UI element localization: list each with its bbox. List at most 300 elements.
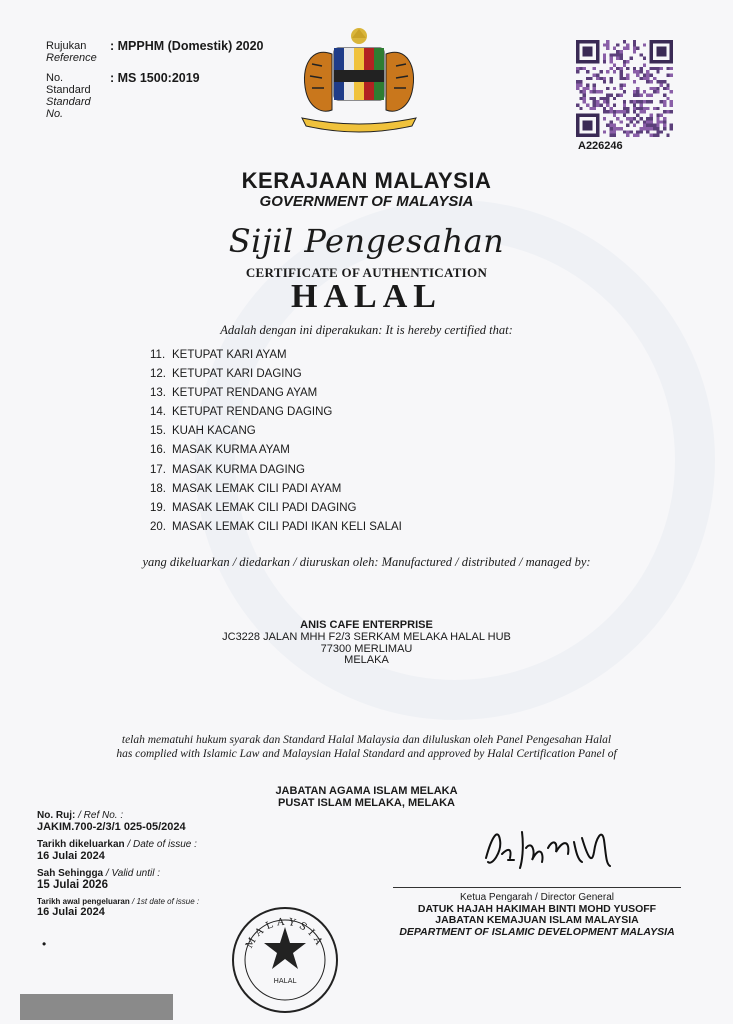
- qr-module: [663, 117, 666, 120]
- qr-module: [646, 124, 649, 127]
- qr-finder-module: [583, 53, 586, 56]
- qr-module: [640, 94, 643, 97]
- qr-module: [670, 67, 673, 70]
- qr-module: [646, 80, 649, 83]
- qr-module: [609, 67, 612, 70]
- qr-module: [613, 130, 616, 133]
- list-item: 16. MASAK KURMA AYAM: [150, 444, 290, 457]
- government-title-ms: KERAJAAN MALAYSIA: [241, 168, 492, 193]
- qr-module: [623, 47, 626, 50]
- qr-module: [576, 70, 579, 73]
- qr-module: [619, 120, 622, 123]
- authority-line-2: PUSAT ISLAM MELAKA, MELAKA: [277, 797, 455, 809]
- qr-finder-module: [576, 53, 579, 56]
- qr-finder-module: [650, 60, 653, 63]
- qr-module: [589, 77, 592, 80]
- qr-module: [670, 127, 673, 130]
- qr-module: [633, 94, 636, 97]
- qr-module: [613, 114, 616, 117]
- qr-finder-module: [576, 134, 579, 137]
- list-item: 15. KUAH KACANG: [150, 425, 256, 438]
- reference-row: [46, 40, 264, 64]
- qr-finder-module: [650, 43, 653, 46]
- qr-module: [603, 97, 606, 100]
- qr-module: [613, 70, 616, 73]
- qr-module: [599, 104, 602, 107]
- qr-module: [579, 90, 582, 93]
- qr-finder-module: [589, 50, 592, 53]
- qr-module: [583, 97, 586, 100]
- qr-module: [643, 63, 646, 66]
- qr-finder-module: [586, 60, 589, 63]
- qr-finder-module: [670, 47, 673, 50]
- qr-finder-module: [586, 134, 589, 137]
- qr-finder-module: [586, 114, 589, 117]
- qr-finder-module: [596, 40, 599, 43]
- certificate-title-en: CERTIFICATE OF AUTHENTICATION: [245, 265, 488, 280]
- qr-module: [636, 47, 639, 50]
- standard-value: : MS 1500:2019: [110, 71, 200, 85]
- qr-module: [606, 110, 609, 113]
- qr-module: [660, 83, 663, 86]
- qr-module: [609, 110, 612, 113]
- qr-finder-module: [653, 60, 656, 63]
- qr-finder-module: [576, 60, 579, 63]
- qr-module: [633, 47, 636, 50]
- qr-finder-module: [579, 114, 582, 117]
- qr-module: [653, 67, 656, 70]
- qr-module: [606, 124, 609, 127]
- qr-module: [630, 117, 633, 120]
- qr-finder-module: [576, 50, 579, 53]
- qr-finder-module: [576, 40, 579, 43]
- qr-module: [633, 80, 636, 83]
- qr-module: [633, 50, 636, 53]
- halal-logo-icon: [230, 905, 340, 1015]
- ref-label-en: / Ref No. :: [75, 810, 124, 821]
- qr-module: [646, 73, 649, 76]
- qr-module: [656, 124, 659, 127]
- list-item: 14. KETUPAT RENDANG DAGING: [150, 406, 333, 419]
- qr-module: [633, 107, 636, 110]
- qr-finder-module: [656, 40, 659, 43]
- qr-module: [636, 94, 639, 97]
- certificate-serial: A226246: [578, 140, 623, 152]
- qr-finder-module: [589, 53, 592, 56]
- qr-finder-module: [589, 40, 592, 43]
- qr-finder-module: [589, 60, 592, 63]
- qr-module: [646, 94, 649, 97]
- logo-top-text: MALAYSIA: [244, 916, 326, 951]
- reference-label: Reference: [46, 52, 97, 64]
- qr-module: [616, 57, 619, 60]
- qr-module: [646, 100, 649, 103]
- qr-module: [606, 43, 609, 46]
- qr-module: [613, 134, 616, 137]
- qr-module: [619, 87, 622, 90]
- first-date-of-issue: 16 Julai 2024: [37, 906, 105, 918]
- qr-module: [656, 80, 659, 83]
- qr-module: [640, 100, 643, 103]
- qr-module: [653, 124, 656, 127]
- qr-module: [666, 83, 669, 86]
- qr-module: [636, 134, 639, 137]
- qr-module: [606, 97, 609, 100]
- qr-module: [650, 73, 653, 76]
- qr-finder-module: [596, 130, 599, 133]
- director-block: [393, 892, 681, 938]
- compliance-line-en: has complied with Islamic Law and Malaysian Halal Standard and approved by Halal Certification Panel of: [116, 748, 617, 760]
- qr-finder-module: [579, 134, 582, 137]
- director-name: DATUK HAJAH HAKIMAH BINTI MOHD YUSOFF: [417, 902, 657, 915]
- qr-module: [596, 73, 599, 76]
- qr-module: [606, 100, 609, 103]
- qr-finder-module: [670, 43, 673, 46]
- qr-module: [626, 73, 629, 76]
- qr-finder-module: [670, 40, 673, 43]
- qr-module: [613, 127, 616, 130]
- qr-module: [643, 43, 646, 46]
- qr-module: [640, 127, 643, 130]
- qr-finder-module: [583, 120, 586, 123]
- qr-module: [626, 47, 629, 50]
- qr-module: [616, 67, 619, 70]
- qr-module: [599, 97, 602, 100]
- qr-module: [579, 97, 582, 100]
- qr-finder-module: [586, 53, 589, 56]
- qr-module: [619, 127, 622, 130]
- qr-module: [609, 134, 612, 137]
- qr-module: [596, 100, 599, 103]
- qr-finder-module: [576, 120, 579, 123]
- ref-label-ms: No. Ruj:: [37, 810, 76, 821]
- qr-module: [633, 124, 636, 127]
- qr-module: [670, 90, 673, 93]
- qr-finder-module: [576, 130, 579, 133]
- qr-module: [636, 130, 639, 133]
- reference-value: : MPPHM (Domestik) 2020: [110, 39, 264, 53]
- qr-module: [670, 124, 673, 127]
- standard-no-label: Standard No.: [46, 96, 91, 120]
- qr-finder-module: [650, 53, 653, 56]
- qr-module: [609, 120, 612, 123]
- qr-module: [636, 107, 639, 110]
- qr-module: [650, 127, 653, 130]
- qr-module: [650, 67, 653, 70]
- qr-module: [626, 134, 629, 137]
- qr-module: [613, 104, 616, 107]
- qr-module: [656, 107, 659, 110]
- qr-module: [666, 73, 669, 76]
- qr-module: [623, 83, 626, 86]
- qr-module: [663, 87, 666, 90]
- qr-module: [596, 77, 599, 80]
- government-title-en: GOVERNMENT OF MALAYSIA: [259, 193, 474, 210]
- qr-module: [660, 130, 663, 133]
- qr-module: [596, 104, 599, 107]
- list-item: 17. MASAK KURMA DAGING: [150, 463, 305, 476]
- qr-module: [603, 57, 606, 60]
- qr-module: [606, 47, 609, 50]
- qr-module: [579, 67, 582, 70]
- qr-finder-module: [660, 40, 663, 43]
- director-dept-ms: JABATAN KEMAJUAN ISLAM MALAYSIA: [435, 914, 639, 926]
- logo-middle-text: HALAL: [273, 977, 297, 985]
- qr-finder-module: [593, 114, 596, 117]
- qr-module: [670, 110, 673, 113]
- qr-module: [653, 87, 656, 90]
- list-item: 12. KETUPAT KARI DAGING: [150, 368, 302, 381]
- qr-module: [619, 77, 622, 80]
- qr-code-icon: [576, 40, 673, 137]
- qr-module: [643, 107, 646, 110]
- qr-finder-module: [596, 57, 599, 60]
- bullet-dot: •: [42, 937, 47, 951]
- qr-module: [586, 77, 589, 80]
- address-line-2: 77300 MERLIMAU: [320, 642, 413, 655]
- qr-module: [650, 94, 653, 97]
- qr-module: [619, 70, 622, 73]
- qr-module: [663, 124, 666, 127]
- qr-module: [663, 110, 666, 113]
- qr-module: [579, 83, 582, 86]
- qr-module: [616, 53, 619, 56]
- qr-module: [593, 67, 596, 70]
- qr-module: [576, 87, 579, 90]
- redaction-bar: [20, 994, 173, 1020]
- qr-module: [633, 70, 636, 73]
- qr-module: [609, 77, 612, 80]
- halal-title: HALAL: [291, 278, 442, 315]
- qr-module: [623, 104, 626, 107]
- qr-finder-module: [596, 53, 599, 56]
- qr-finder-module: [589, 114, 592, 117]
- date-label-en: / Date of issue :: [124, 839, 197, 850]
- qr-module: [633, 67, 636, 70]
- qr-module: [646, 117, 649, 120]
- qr-module: [660, 67, 663, 70]
- qr-module: [656, 134, 659, 137]
- qr-finder-module: [663, 60, 666, 63]
- qr-module: [619, 67, 622, 70]
- qr-module: [630, 130, 633, 133]
- qr-finder-module: [663, 47, 666, 50]
- product-list: [150, 349, 402, 540]
- qr-module: [643, 90, 646, 93]
- qr-finder-module: [653, 40, 656, 43]
- qr-module: [616, 43, 619, 46]
- qr-finder-module: [663, 53, 666, 56]
- valid-label-ms: Sah Sehingga: [37, 868, 104, 879]
- qr-module: [650, 134, 653, 137]
- qr-finder-module: [650, 50, 653, 53]
- qr-module: [633, 43, 636, 46]
- qr-finder-module: [596, 50, 599, 53]
- qr-module: [626, 130, 629, 133]
- qr-module: [643, 120, 646, 123]
- qr-module: [593, 100, 596, 103]
- qr-module: [586, 104, 589, 107]
- qr-module: [603, 60, 606, 63]
- qr-finder-module: [583, 127, 586, 130]
- qr-module: [643, 127, 646, 130]
- qr-finder-module: [583, 114, 586, 117]
- qr-module: [650, 114, 653, 117]
- qr-module: [656, 130, 659, 133]
- qr-module: [603, 53, 606, 56]
- qr-module: [596, 90, 599, 93]
- qr-module: [613, 47, 616, 50]
- qr-module: [609, 80, 612, 83]
- qr-module: [646, 120, 649, 123]
- qr-finder-module: [589, 127, 592, 130]
- qr-finder-module: [583, 134, 586, 137]
- qr-finder-module: [586, 127, 589, 130]
- qr-finder-module: [586, 40, 589, 43]
- certificate-title-ms: Sijil Pengesahan: [228, 222, 505, 260]
- qr-finder-module: [583, 124, 586, 127]
- qr-module: [633, 134, 636, 137]
- address-line-3: MELAKA: [344, 654, 389, 667]
- qr-module: [616, 94, 619, 97]
- qr-module: [670, 100, 673, 103]
- qr-module: [640, 104, 643, 107]
- qr-module: [626, 107, 629, 110]
- qr-finder-module: [589, 124, 592, 127]
- qr-module: [643, 77, 646, 80]
- qr-finder-module: [650, 40, 653, 43]
- qr-module: [633, 90, 636, 93]
- qr-module: [623, 90, 626, 93]
- qr-module: [633, 40, 636, 43]
- qr-finder-module: [586, 120, 589, 123]
- qr-module: [616, 50, 619, 53]
- qr-finder-module: [670, 50, 673, 53]
- list-item: 18. MASAK LEMAK CILI PADI AYAM: [150, 482, 342, 495]
- qr-module: [619, 53, 622, 56]
- qr-module: [593, 90, 596, 93]
- qr-module: [633, 104, 636, 107]
- qr-finder-module: [650, 47, 653, 50]
- qr-finder-module: [586, 47, 589, 50]
- qr-module: [636, 120, 639, 123]
- qr-module: [653, 127, 656, 130]
- certify-statement: Adalah dengan ini diperakukan: It is hereby certified that:: [220, 323, 513, 337]
- qr-module: [630, 100, 633, 103]
- qr-module: [626, 43, 629, 46]
- qr-module: [633, 117, 636, 120]
- qr-module: [646, 107, 649, 110]
- qr-finder-module: [596, 47, 599, 50]
- qr-module: [583, 87, 586, 90]
- qr-module: [650, 117, 653, 120]
- qr-module: [613, 124, 616, 127]
- qr-module: [599, 77, 602, 80]
- qr-module: [650, 124, 653, 127]
- qr-module: [666, 67, 669, 70]
- qr-module: [640, 77, 643, 80]
- qr-module: [619, 57, 622, 60]
- qr-module: [609, 130, 612, 133]
- qr-finder-module: [666, 40, 669, 43]
- qr-module: [670, 73, 673, 76]
- qr-module: [616, 117, 619, 120]
- qr-module: [583, 94, 586, 97]
- qr-module: [643, 124, 646, 127]
- qr-finder-module: [586, 124, 589, 127]
- date-of-issue: 16 Julai 2024: [37, 850, 105, 862]
- qr-finder-module: [576, 117, 579, 120]
- qr-module: [640, 130, 643, 133]
- qr-module: [576, 67, 579, 70]
- qr-finder-module: [576, 124, 579, 127]
- compliance-statement: [0, 733, 733, 761]
- qr-module: [643, 57, 646, 60]
- qr-module: [603, 77, 606, 80]
- list-item: 11. KETUPAT KARI AYAM: [150, 349, 287, 361]
- qr-module: [640, 107, 643, 110]
- qr-module: [576, 104, 579, 107]
- manufactured-by-statement: yang dikeluarkan / diedarkan / diuruskan oleh: Manufactured / distributed / managed by:: [142, 555, 591, 569]
- qr-module: [619, 50, 622, 53]
- qr-module: [646, 70, 649, 73]
- qr-module: [663, 120, 666, 123]
- qr-module: [626, 110, 629, 113]
- qr-finder-module: [596, 134, 599, 137]
- qr-module: [643, 73, 646, 76]
- coat-of-arms-icon: [292, 26, 426, 138]
- first-issue-label-en: / 1st date of issue :: [129, 897, 200, 906]
- qr-module: [609, 57, 612, 60]
- qr-finder-module: [579, 60, 582, 63]
- qr-module: [653, 134, 656, 137]
- date-label-ms: Tarikh dikeluarkan: [37, 839, 125, 850]
- qr-module: [646, 130, 649, 133]
- qr-module: [613, 110, 616, 113]
- qr-finder-module: [589, 120, 592, 123]
- qr-module: [593, 73, 596, 76]
- qr-finder-module: [660, 47, 663, 50]
- qr-module: [660, 80, 663, 83]
- qr-finder-module: [596, 127, 599, 130]
- qr-module: [663, 104, 666, 107]
- qr-module: [656, 120, 659, 123]
- qr-finder-module: [660, 60, 663, 63]
- first-issue-label-ms: Tarikh awal pengeluaran: [37, 897, 130, 906]
- valid-until: 15 Julai 2026: [37, 879, 108, 891]
- qr-module: [663, 94, 666, 97]
- qr-finder-module: [583, 60, 586, 63]
- qr-finder-module: [576, 114, 579, 117]
- qr-module: [623, 77, 626, 80]
- qr-module: [656, 114, 659, 117]
- qr-module: [660, 120, 663, 123]
- qr-finder-module: [596, 60, 599, 63]
- qr-module: [656, 87, 659, 90]
- qr-module: [653, 107, 656, 110]
- qr-finder-module: [586, 50, 589, 53]
- qr-module: [633, 100, 636, 103]
- qr-finder-module: [576, 43, 579, 46]
- qr-finder-module: [666, 60, 669, 63]
- qr-module: [656, 127, 659, 130]
- qr-module: [656, 90, 659, 93]
- qr-module: [653, 90, 656, 93]
- qr-module: [599, 70, 602, 73]
- company-address: [0, 620, 733, 667]
- reference-block: [46, 40, 264, 128]
- company-name: ANIS CAFE ENTERPRISE: [300, 619, 433, 631]
